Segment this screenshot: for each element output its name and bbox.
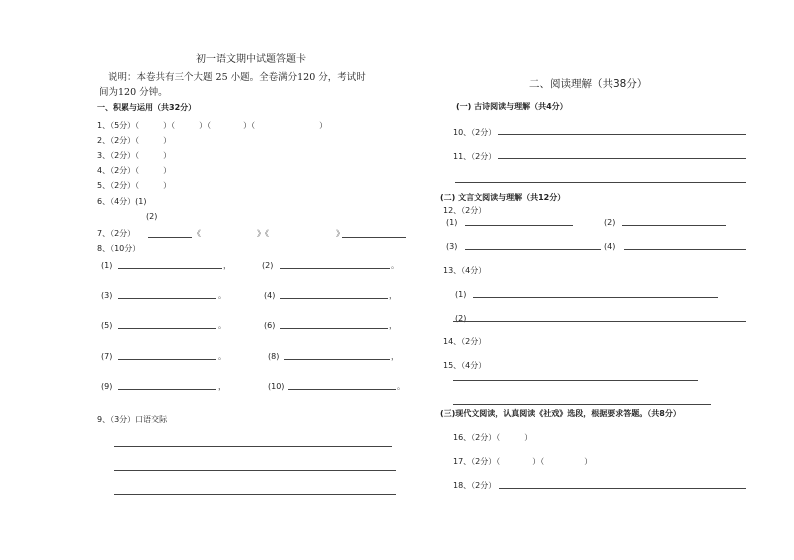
answer-line[interactable] <box>498 134 746 135</box>
q13-item-number: (1) <box>455 290 467 299</box>
section-2-heading: 二、阅读理解（共38分） <box>529 78 648 90</box>
q8-item-punct: ， <box>218 382 226 391</box>
answer-line[interactable] <box>499 488 746 489</box>
q8-item-punct: 。 <box>218 321 226 330</box>
answer-line[interactable] <box>453 380 698 381</box>
question-11: 11、（2分） <box>453 152 497 161</box>
question-16: 16、（2分）（ ） <box>453 433 533 442</box>
subsection-3-heading: (三)现代文阅读，认真阅读《社戏》选段，根据要求答题。（共8分） <box>440 409 681 418</box>
answer-line[interactable] <box>114 446 392 447</box>
q8-item-punct: 。 <box>391 261 399 270</box>
q8-item-punct: 。 <box>218 352 226 361</box>
question-7: 7、（2分） <box>97 229 136 238</box>
question-17: 17、（2分）（ ）（ ） <box>453 457 593 466</box>
q8-item-punct: 。 <box>397 382 405 391</box>
answer-line[interactable] <box>148 237 192 238</box>
q8-item-number: (3) <box>101 291 113 300</box>
q8-item-number: (10) <box>268 382 285 391</box>
answer-line[interactable] <box>624 249 746 250</box>
page-title: 初一语文期中试题答题卡 <box>196 54 306 65</box>
instructions-line-2: 间为120 分钟。 <box>99 87 168 98</box>
q12-item-number: (3) <box>446 242 458 251</box>
answer-line[interactable] <box>114 470 396 471</box>
q8-item-number: (6) <box>264 321 276 330</box>
answer-line[interactable] <box>280 298 388 299</box>
question-9: 9、（3分）口语交际 <box>97 415 168 424</box>
answer-line[interactable] <box>118 328 216 329</box>
question-6-part-2: (2) <box>146 212 158 221</box>
q8-item-number: (2) <box>262 261 274 270</box>
answer-line[interactable] <box>342 237 406 238</box>
answer-line[interactable] <box>280 328 388 329</box>
question-2: 2、（2分）（ ） <box>97 136 172 145</box>
q12-item-number: (1) <box>446 218 458 227</box>
question-4: 4、（2分）（ ） <box>97 166 172 175</box>
question-12: 12、（2分） <box>443 206 487 215</box>
q8-item-number: (8) <box>268 352 280 361</box>
answer-line[interactable] <box>284 359 390 360</box>
q8-item-number: (5) <box>101 321 113 330</box>
answer-line[interactable] <box>118 298 216 299</box>
question-14: 14、（2分） <box>443 337 487 346</box>
q12-item-number: (2) <box>604 218 616 227</box>
question-3: 3、（2分）（ ） <box>97 151 172 160</box>
question-10: 10、（2分） <box>453 128 497 137</box>
question-1: 1、（5分）（ ）（ ）（ ）（ ） <box>97 121 328 130</box>
section-1-heading: 一、积累与运用（共32分） <box>97 103 197 112</box>
q13-item-number: (2) <box>455 314 467 323</box>
q8-item-punct: ， <box>223 261 231 270</box>
book-title-open: 《 <box>193 229 201 238</box>
question-13: 13、（4分） <box>443 266 487 275</box>
answer-line[interactable] <box>473 297 718 298</box>
book-title-separator: 》《 <box>257 229 269 238</box>
answer-line[interactable] <box>498 158 746 159</box>
q8-item-punct: ， <box>391 352 399 361</box>
q8-item-number: (9) <box>101 382 113 391</box>
answer-line[interactable] <box>114 494 396 495</box>
question-5: 5、（2分）（ ） <box>97 181 172 190</box>
answer-line[interactable] <box>118 359 216 360</box>
question-6-part-1: 6、（4分）(1) <box>97 197 147 206</box>
q8-item-number: (7) <box>101 352 113 361</box>
q8-item-punct: 。 <box>218 291 226 300</box>
q8-item-number: (1) <box>101 261 113 270</box>
answer-line[interactable] <box>465 225 573 226</box>
q12-item-number: (4) <box>604 242 616 251</box>
subsection-2-heading: (二) 文言文阅读与理解（共12分） <box>440 193 566 202</box>
question-18: 18、（2分） <box>453 481 497 490</box>
answer-line[interactable] <box>465 249 601 250</box>
q8-item-punct: ， <box>389 321 397 330</box>
answer-line[interactable] <box>455 182 746 183</box>
answer-line[interactable] <box>118 389 216 390</box>
q8-item-punct: ， <box>389 291 397 300</box>
answer-line[interactable] <box>622 225 726 226</box>
q8-item-number: (4) <box>264 291 276 300</box>
answer-line[interactable] <box>453 404 711 405</box>
answer-line[interactable] <box>280 268 390 269</box>
answer-line[interactable] <box>118 268 222 269</box>
answer-line[interactable] <box>453 321 746 322</box>
subsection-1-heading: (一) 古诗阅读与理解（共4分） <box>456 102 568 111</box>
question-8: 8、（10分） <box>97 244 141 253</box>
book-title-close: 》 <box>336 229 344 238</box>
instructions-line-1: 说明：本卷共有三个大题 25 小题。全卷满分120 分，考试时 <box>108 72 366 83</box>
answer-line[interactable] <box>288 389 396 390</box>
question-15: 15、（4分） <box>443 361 487 370</box>
